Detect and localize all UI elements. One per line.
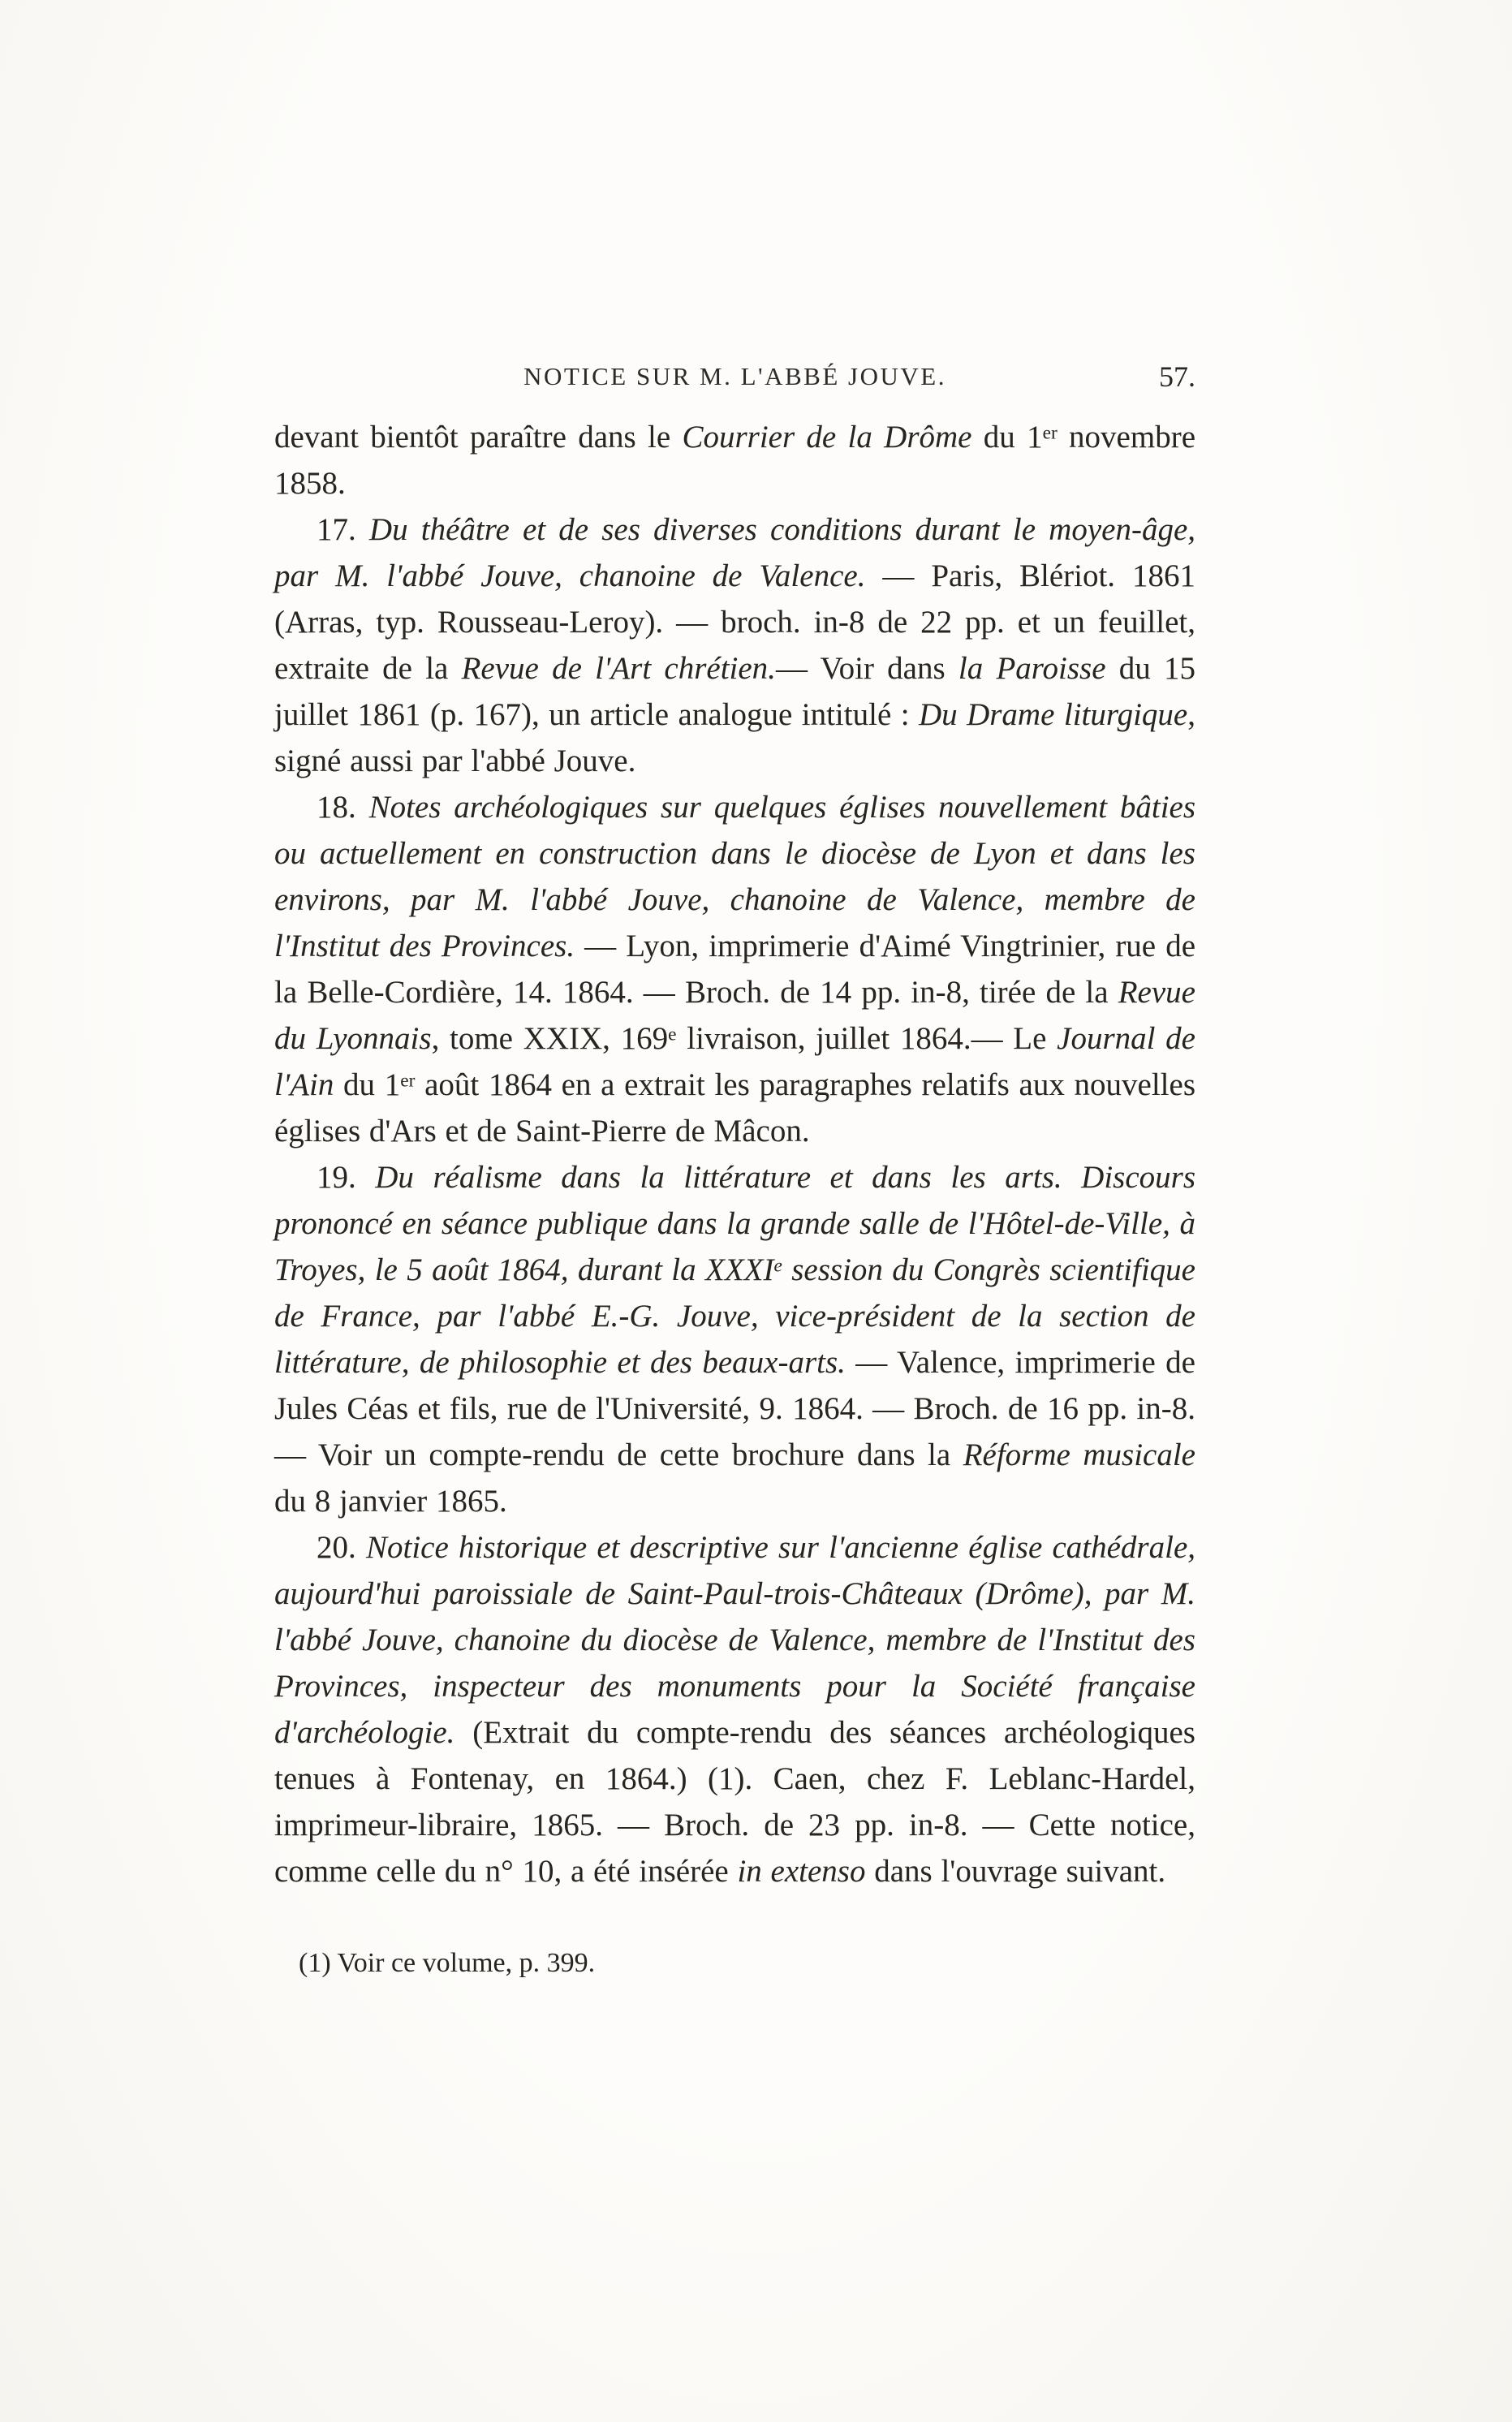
entry-17-paragraph: 17. Du théâtre et de ses diverses conditions durant le moyen-âge, par M. l'abbé Jouve, chanoine de Valence. — Paris, Blériot. 1861 (Arras, typ. Rousseau-Leroy). — broch. in-8 de 22 pp. et un feuillet, extraite de la Revue de l'Art chrétien.— Voir dans la Paroisse du 15 juillet 1861 (p. 167), un article analogue intitulé : Du Drame liturgique, signé aussi par l'abbé Jouve. [274,512,1196,778]
page-header [274,359,1195,394]
entry-18-paragraph: 18. Notes archéologiques sur quelques églises nouvellement bâties ou actuellement en construction dans le diocèse de Lyon et dans les environs, par M. l'abbé Jouve, chanoine de Valence, membre de l'Institut des Provinces. — Lyon, imprimerie d'Aimé Vingtrinier, rue de la Belle-Cordière, 14. 1864. — Broch. de 14 pp. in-8, tirée de la Revue du Lyonnais, tome XXIX, 169e livraison, juillet 1864.— Le Journal de l'Ain du 1er août 1864 en a extrait les paragraphes relatifs aux nouvelles églises d'Ars et de Saint-Pierre de Mâcon. [274,790,1196,1149]
text-column [274,359,1195,1982]
entry-20-paragraph: 20. Notice historique et descriptive sur l'ancienne église cathédrale, aujourd'hui paroissiale de Saint-Paul-trois-Châteaux (Drôme), par M. l'abbé Jouve, chanoine du diocèse de Valence, membre de l'Institut des Provinces, inspecteur des monuments pour la Société française d'archéologie. (Extrait du compte-rendu des séances archéologiques tenues à Fontenay, en 1864.) (1). Caen, chez F. Leblanc-Hardel, imprimeur-libraire, 1865. — Broch. de 23 pp. in-8. — Cette notice, comme celle du n° 10, a été insérée in extenso dans l'ouvrage suivant. [274,1530,1196,1889]
page-number: 57. [1159,360,1195,393]
running-title: NOTICE SUR M. L'ABBÉ JOUVE. [523,362,946,390]
continuation-paragraph: devant bientôt paraître dans le Courrier de la Drôme du 1er novembre 1858. [274,420,1196,501]
entry-19-paragraph: 19. Du réalisme dans la littérature et dans les arts. Discours prononcé en séance publique dans la grande salle de l'Hôtel-de-Ville, à Troyes, le 5 août 1864, durant la XXXIe session du Congrès scientifique de France, par l'abbé E.-G. Jouve, vice-président de la section de littérature, de philosophie et des beaux-arts. — Valence, imprimerie de Jules Céas et fils, rue de l'Université, 9. 1864. — Broch. de 16 pp. in-8. — Voir un compte-rendu de cette brochure dans la Réforme musicale du 8 janvier 1865. [274,1160,1195,1519]
footnote: (1) Voir ce volume, p. 399. [299,1948,596,1978]
paragraphs [274,414,1195,1894]
